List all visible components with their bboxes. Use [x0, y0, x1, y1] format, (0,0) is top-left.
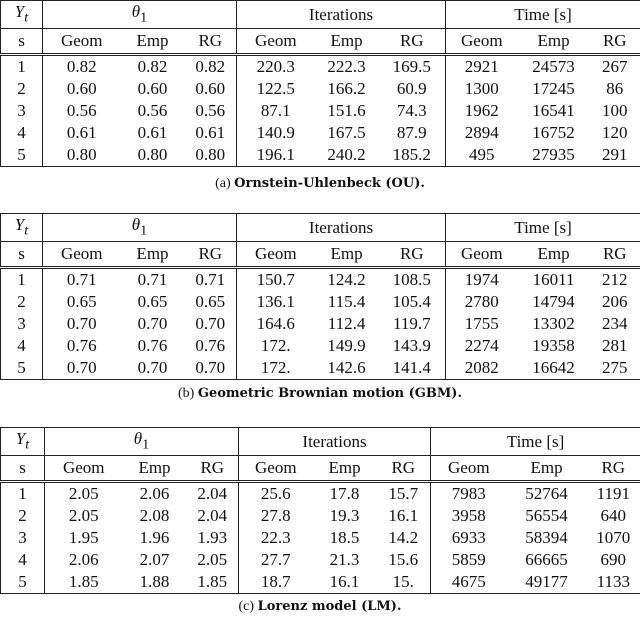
time-header: Time [s]: [431, 428, 640, 456]
header-row: [1, 428, 640, 456]
table-cell: 0.82: [185, 55, 237, 79]
table-cell: 16752: [532, 123, 575, 143]
table-cell: 2.05: [68, 506, 99, 526]
table-cell: 172.: [260, 336, 291, 356]
table-row: [1, 291, 640, 313]
table-cell: 58394: [525, 528, 568, 548]
table-row: [1, 100, 640, 122]
caption-title: Ornstein-Uhlenbeck (OU).: [234, 176, 425, 191]
table-cell: 0.76: [66, 336, 97, 356]
subheader-cell: Emp: [518, 242, 590, 268]
table-cell: 185.2: [379, 144, 446, 167]
table-cell: 234: [590, 313, 640, 335]
variable-subscript: t: [24, 222, 29, 239]
subheader-cell: RG: [587, 456, 640, 482]
table-cell: 25.6: [260, 484, 291, 504]
subheader-row: [1, 456, 640, 482]
subheader-cell: Emp: [315, 29, 379, 55]
table-cell: 140.9: [256, 123, 295, 143]
table-cell: 2.05: [68, 484, 99, 504]
table-caption: [0, 599, 640, 615]
variable-symbol: Y: [14, 215, 25, 234]
table-cell: 5: [1, 357, 43, 380]
table-cell: 172.: [260, 358, 291, 378]
table-row: [1, 527, 640, 549]
table-cell: 1755: [464, 314, 499, 334]
table-cell: 60.9: [379, 78, 446, 100]
table-cell: 86: [590, 78, 640, 100]
subheader-cell: RG: [185, 242, 237, 268]
theta-symbol: θ: [131, 2, 141, 21]
table-cell: 1: [1, 268, 43, 292]
variable-header: [1, 428, 45, 456]
table-cell: 143.9: [379, 335, 446, 357]
subheader-row: [1, 29, 640, 55]
table-cell: 22.3: [260, 528, 291, 548]
table-cell: 1133: [587, 571, 640, 594]
table-cell: 169.5: [379, 55, 446, 79]
table-cell: 2274: [464, 336, 499, 356]
table-cell: 1.95: [68, 528, 99, 548]
table-cell: 49177: [525, 572, 568, 592]
variable-subscript: t: [24, 9, 29, 26]
table-cell: 56554: [525, 506, 568, 526]
table-cell: 0.70: [137, 314, 168, 334]
table-cell: 141.4: [379, 357, 446, 380]
table-cell: 4: [1, 335, 43, 357]
table-cell: 2: [1, 78, 43, 100]
table-cell: 640: [587, 505, 640, 527]
subheader-cell: Emp: [313, 456, 377, 482]
table-cell: 220.3: [256, 57, 295, 77]
table-cell: 206: [590, 291, 640, 313]
table-cell: 690: [587, 549, 640, 571]
table-row: [1, 335, 640, 357]
table-cell: 16642: [532, 358, 575, 378]
table-cell: 136.1: [256, 292, 295, 312]
table-row: [1, 144, 640, 167]
table-cell: 1.85: [68, 572, 99, 592]
table-cell: 0.56: [66, 101, 97, 121]
table-cell: 14794: [532, 292, 575, 312]
table-cell: 15.7: [377, 482, 431, 506]
table-row: [1, 313, 640, 335]
table-cell: 2: [1, 291, 43, 313]
iterations-header: Iterations: [237, 1, 446, 29]
results-table-2: [0, 427, 640, 594]
table-cell: 27.8: [260, 506, 291, 526]
table-cell: 27.7: [260, 550, 291, 570]
table-cell: 1300: [464, 79, 499, 99]
caption-label: (a): [215, 176, 231, 191]
iterations-header: Iterations: [239, 428, 431, 456]
subheader-cell: RG: [590, 29, 640, 55]
table-cell: 3: [1, 100, 43, 122]
table-cell: 149.9: [327, 336, 366, 356]
theta-subscript: 1: [142, 436, 150, 453]
table-cell: 1.85: [187, 571, 239, 594]
table-cell: 6933: [451, 528, 486, 548]
table-cell: 164.6: [256, 314, 295, 334]
table-cell: 0.70: [137, 358, 168, 378]
table-cell: 2780: [464, 292, 499, 312]
subheader-cell: Emp: [507, 456, 587, 482]
table-cell: 2: [1, 505, 45, 527]
table-cell: 108.5: [379, 268, 446, 292]
table-cell: 0.71: [185, 268, 237, 292]
table-cell: 19358: [532, 336, 575, 356]
table-cell: 120: [590, 122, 640, 144]
table-cell: 4: [1, 549, 45, 571]
table-cell: 16.1: [329, 572, 360, 592]
table-row: [1, 78, 640, 100]
table-cell: 66665: [525, 550, 568, 570]
table-cell: 1: [1, 55, 43, 79]
table-cell: 0.60: [66, 79, 97, 99]
table-cell: 0.80: [137, 145, 168, 165]
theta-header: [45, 428, 239, 456]
table-row: [1, 122, 640, 144]
table-cell: 0.80: [185, 144, 237, 167]
table-cell: 0.60: [185, 78, 237, 100]
table-cell: 122.5: [256, 79, 295, 99]
table-cell: 2921: [464, 57, 499, 77]
table-cell: 16541: [532, 101, 575, 121]
subheader-cell: Geom: [446, 29, 518, 55]
subheader-cell: RG: [187, 456, 239, 482]
table-cell: 1.96: [139, 528, 170, 548]
table-cell: 1.88: [139, 572, 170, 592]
table-cell: 2.04: [187, 505, 239, 527]
theta-symbol: θ: [131, 215, 141, 234]
table-cell: 0.56: [137, 101, 168, 121]
table-cell: 0.70: [185, 357, 237, 380]
theta-symbol: θ: [133, 429, 143, 448]
subheader-cell: RG: [185, 29, 237, 55]
table-row: [1, 505, 640, 527]
table-cell: 1974: [464, 270, 499, 290]
table-cell: 151.6: [327, 101, 366, 121]
table-cell: 281: [590, 335, 640, 357]
table-cell: 3958: [451, 506, 486, 526]
table-row: [1, 571, 640, 594]
table-cell: 0.61: [66, 123, 97, 143]
table-cell: 0.65: [66, 292, 97, 312]
table-cell: 240.2: [327, 145, 366, 165]
table-row: [1, 482, 640, 506]
table-cell: 87.1: [260, 101, 291, 121]
table-cell: 2082: [464, 358, 499, 378]
subheader-cell: RG: [377, 456, 431, 482]
subheader-row: [1, 242, 640, 268]
table-cell: 0.70: [66, 314, 97, 334]
table-cell: 1191: [587, 482, 640, 506]
time-header: Time [s]: [446, 1, 640, 29]
table-cell: 0.60: [137, 79, 168, 99]
table-cell: 0.61: [137, 123, 168, 143]
table-cell: 0.76: [185, 335, 237, 357]
table-cell: 18.5: [329, 528, 360, 548]
table-cell: 0.80: [66, 145, 97, 165]
table-cell: 212: [590, 268, 640, 292]
table-cell: 15.: [377, 571, 431, 594]
results-table-1: [0, 213, 640, 380]
table-cell: 2.08: [139, 506, 170, 526]
subheader-cell: RG: [379, 29, 446, 55]
table-cell: 1962: [464, 101, 499, 121]
variable-symbol: Y: [14, 2, 25, 21]
table-cell: 14.2: [377, 527, 431, 549]
table-cell: 0.65: [185, 291, 237, 313]
subheader-cell: s: [1, 242, 43, 268]
table-caption: [0, 176, 640, 192]
table-cell: 2.06: [139, 484, 170, 504]
variable-symbol: Y: [15, 429, 26, 448]
table-cell: 21.3: [329, 550, 360, 570]
subheader-cell: Emp: [123, 456, 187, 482]
subheader-cell: s: [1, 29, 43, 55]
table-cell: 2.06: [68, 550, 99, 570]
table-cell: 74.3: [379, 100, 446, 122]
subheader-cell: s: [1, 456, 45, 482]
table-cell: 142.6: [327, 358, 366, 378]
caption-title: Geometric Brownian motion (GBM).: [197, 386, 462, 401]
results-table-0: [0, 0, 640, 167]
table-cell: 0.82: [137, 57, 168, 77]
table-cell: 119.7: [379, 313, 446, 335]
table-cell: 115.4: [327, 292, 366, 312]
table-cell: 5: [1, 144, 43, 167]
caption-label: (c): [238, 599, 255, 614]
table-cell: 18.7: [260, 572, 291, 592]
subheader-cell: Emp: [315, 242, 379, 268]
table-cell: 2.05: [187, 549, 239, 571]
table-cell: 0.82: [66, 57, 97, 77]
table-cell: 0.56: [185, 100, 237, 122]
table-cell: 150.7: [256, 270, 295, 290]
table-cell: 3: [1, 527, 45, 549]
subheader-cell: RG: [379, 242, 446, 268]
subheader-cell: Geom: [43, 242, 121, 268]
subheader-cell: Geom: [431, 456, 507, 482]
subheader-cell: Geom: [237, 29, 315, 55]
theta-header: [43, 1, 237, 29]
theta-subscript: 1: [140, 222, 148, 239]
table-cell: 87.9: [379, 122, 446, 144]
table-cell: 24573: [532, 57, 575, 77]
table-cell: 291: [590, 144, 640, 167]
table-cell: 0.71: [137, 270, 168, 290]
variable-subscript: t: [25, 436, 30, 453]
header-row: [1, 214, 640, 242]
table-cell: 16011: [532, 270, 575, 290]
table-row: [1, 268, 640, 292]
table-cell: 0.61: [185, 122, 237, 144]
variable-header: [1, 214, 43, 242]
table-cell: 4675: [451, 572, 486, 592]
caption-label: (b): [178, 386, 195, 401]
table-cell: 0.70: [66, 358, 97, 378]
subheader-cell: RG: [590, 242, 640, 268]
table-cell: 275: [590, 357, 640, 380]
table-cell: 166.2: [327, 79, 366, 99]
variable-header: [1, 1, 43, 29]
table-cell: 1070: [587, 527, 640, 549]
subheader-cell: Geom: [45, 456, 123, 482]
table-cell: 15.6: [377, 549, 431, 571]
table-cell: 196.1: [256, 145, 295, 165]
subheader-cell: Geom: [43, 29, 121, 55]
table-cell: 0.71: [66, 270, 97, 290]
table-cell: 2.04: [187, 482, 239, 506]
table-cell: 4: [1, 122, 43, 144]
table-cell: 100: [590, 100, 640, 122]
table-cell: 2.07: [139, 550, 170, 570]
table-cell: 2894: [464, 123, 499, 143]
subheader-cell: Emp: [121, 242, 185, 268]
table-cell: 105.4: [379, 291, 446, 313]
table-row: [1, 55, 640, 79]
table-cell: 3: [1, 313, 43, 335]
table-cell: 17245: [532, 79, 575, 99]
table-cell: 495: [469, 145, 495, 165]
table-cell: 7983: [451, 484, 486, 504]
table-cell: 0.70: [185, 313, 237, 335]
caption-title: Lorenz model (LM).: [257, 599, 402, 614]
theta-header: [43, 214, 237, 242]
table-cell: 16.1: [377, 505, 431, 527]
table-cell: 5859: [451, 550, 486, 570]
table-cell: 167.5: [327, 123, 366, 143]
theta-subscript: 1: [140, 9, 148, 26]
subheader-cell: Emp: [518, 29, 590, 55]
table-cell: 52764: [525, 484, 568, 504]
table-row: [1, 549, 640, 571]
table-cell: 19.3: [329, 506, 360, 526]
table-cell: 5: [1, 571, 45, 594]
table-cell: 267: [590, 55, 640, 79]
iterations-header: Iterations: [237, 214, 446, 242]
table-cell: 1: [1, 482, 45, 506]
subheader-cell: Geom: [239, 456, 313, 482]
table-cell: 0.76: [137, 336, 168, 356]
table-cell: 0.65: [137, 292, 168, 312]
table-caption: [0, 386, 640, 402]
time-header: Time [s]: [446, 214, 640, 242]
subheader-cell: Emp: [121, 29, 185, 55]
subheader-cell: Geom: [237, 242, 315, 268]
table-cell: 27935: [532, 145, 575, 165]
header-row: [1, 1, 640, 29]
table-cell: 17.8: [329, 484, 360, 504]
table-row: [1, 357, 640, 380]
table-cell: 222.3: [327, 57, 366, 77]
table-cell: 124.2: [327, 270, 366, 290]
table-cell: 112.4: [327, 314, 366, 334]
table-cell: 1.93: [187, 527, 239, 549]
subheader-cell: Geom: [446, 242, 518, 268]
table-cell: 13302: [532, 314, 575, 334]
